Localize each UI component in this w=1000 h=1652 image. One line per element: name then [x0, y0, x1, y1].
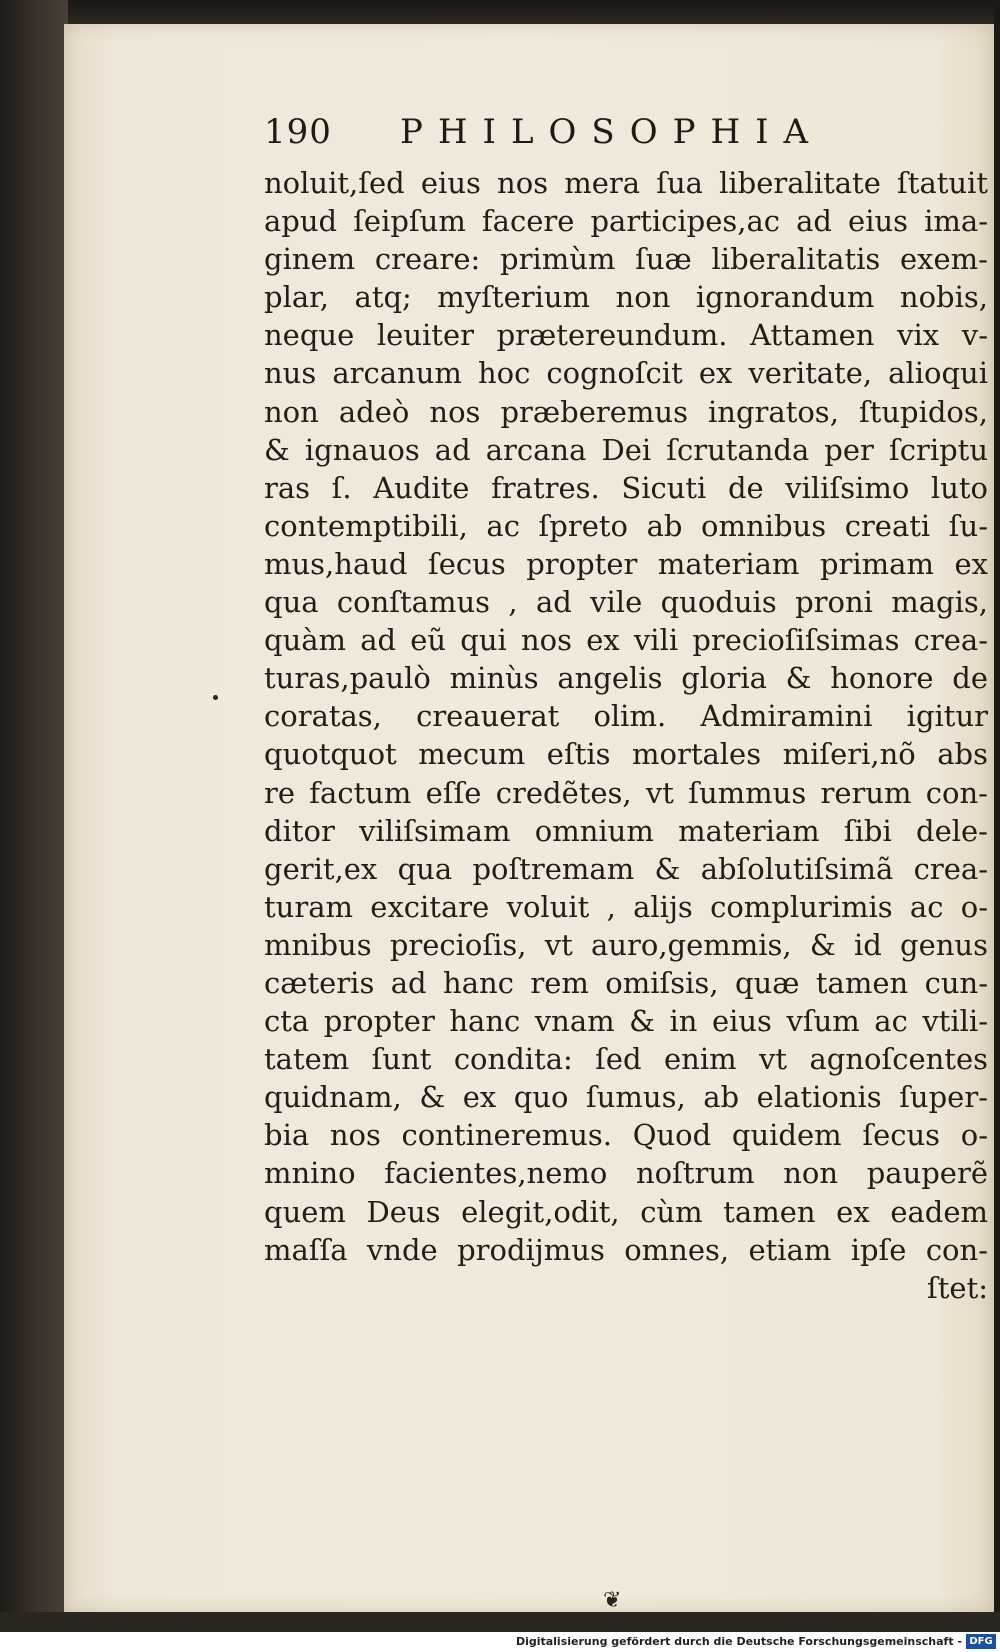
text-line: mnibus precioſis, vt auro,gemmis, & id genus [264, 927, 988, 962]
catchword: ſtet: [927, 1270, 988, 1305]
margin-dot [213, 695, 218, 700]
digitization-credit: Digitalisierung gefördert durch die Deutsche Forschungsgemeinschaft - [515, 1635, 962, 1648]
text-line: quotquot mecum eſtis mortales miſeri,nõ abs [264, 737, 988, 772]
text-line: bia nos contineremus. Quod quidem ſecus o- [264, 1118, 988, 1153]
text-line: nus arcanum hoc cognoſcit ex veritate, alioqui [264, 356, 988, 391]
text-line: neque leuiter prætereundum. Attamen vix v- [264, 318, 988, 353]
text-line: cta propter hanc vnam & in eius vſum ac vtili- [264, 1004, 988, 1039]
dfg-logo: DFG [966, 1634, 996, 1649]
text-line: turam excitare voluit , alijs complurimis ac o- [264, 889, 988, 924]
page-header [264, 112, 884, 152]
text-line: non adeò nos præberemus ingratos, ſtupidos, [264, 394, 988, 429]
scan-right-edge [994, 0, 1000, 1652]
text-line: apud ſeipſum facere participes,ac ad eius ima- [264, 204, 988, 239]
running-head: PHILOSOPHIA [400, 112, 824, 152]
text-line: mnino facientes,nemo noſtrum non pauperẽ [264, 1156, 988, 1191]
text-line: plar, atq; myſterium non ignorandum nobis, [264, 280, 988, 315]
text-line: mus,haud ſecus propter materiam primam ex [264, 546, 988, 581]
text-line: turas,paulò minùs angelis gloria & honore de [264, 661, 988, 696]
text-line: gerit,ex qua poſtremam & abſolutiſsimã crea- [264, 851, 988, 886]
body-text [264, 164, 988, 1307]
text-line: ras ſ. Audite fratres. Sicuti de viliſsimo luto [264, 470, 988, 505]
text-line: noluit,ſed eius nos mera ſua liberalitate ſtatuit [264, 166, 988, 200]
scan-left-edge [0, 0, 68, 1652]
text-line: contemptibili, ac ſpreto ab omnibus creati ſu- [264, 508, 988, 543]
text-line: ditor viliſsimam omnium materiam ſibi dele- [264, 813, 988, 848]
text-line: quem Deus elegit,odit, cùm tamen ex eadem [264, 1194, 988, 1229]
text-line: re factum eſſe credẽtes, vt ſummus rerum con- [264, 775, 988, 810]
text-line: & ignauos ad arcana Dei ſcrutanda per ſcriptu [264, 432, 988, 467]
text-line: maſſa vnde prodijmus omnes, etiam ipſe con- [264, 1232, 988, 1267]
page-number: 190 [264, 112, 332, 152]
text-line: coratas, creauerat olim. Admiramini igitur [264, 699, 988, 734]
text-line: qua conſtamus , ad vile quoduis proni magis, [264, 585, 988, 620]
ornament-icon: ❦ [603, 1588, 622, 1613]
text-line: ginem creare: primùm ſuæ liberalitatis exem- [264, 242, 988, 277]
text-line: tatem ſunt condita: ſed enim vt agnoſcentes [264, 1042, 988, 1077]
text-line: cæteris ad hanc rem omiſsis, quæ tamen cun- [264, 965, 988, 1000]
text-line: quidnam, & ex quo ſumus, ab elationis ſuper- [264, 1080, 988, 1115]
text-line: quàm ad eũ qui nos ex vili precioſiſsimas crea- [264, 623, 988, 658]
